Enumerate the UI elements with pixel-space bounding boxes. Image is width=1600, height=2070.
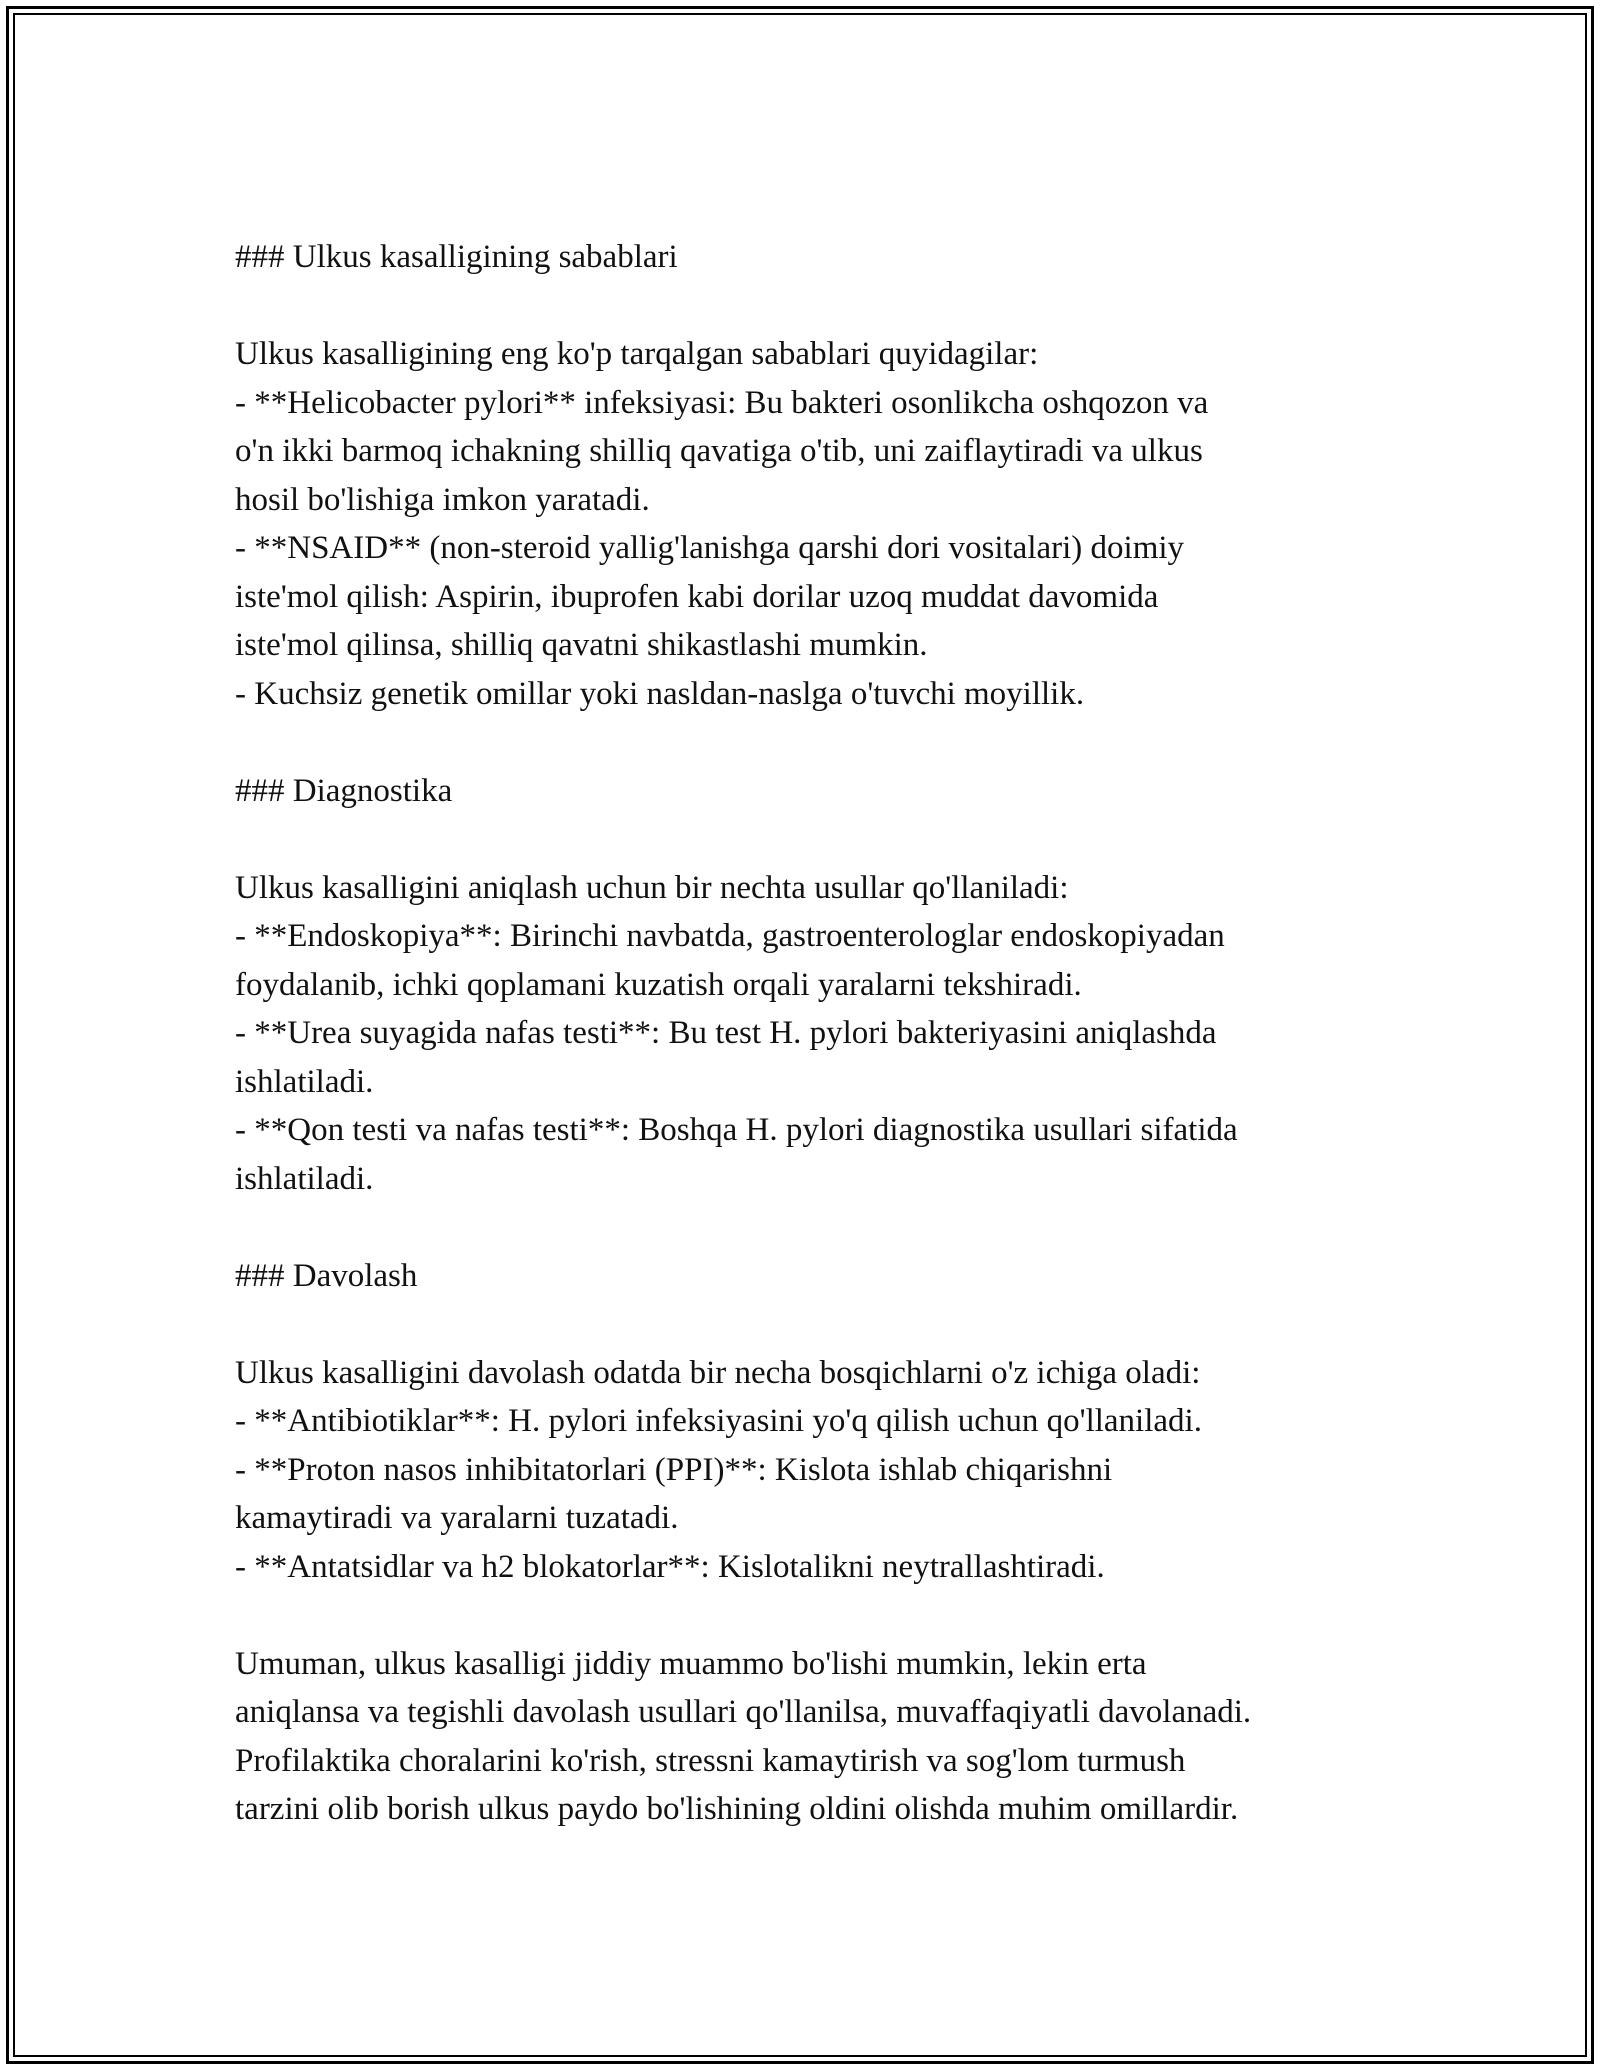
list-item-line: foydalanib, ichki qoplamani kuzatish orqali yaralarni tekshiradi.	[235, 966, 1082, 1003]
paragraph-line: Ulkus kasalligini aniqlash uchun bir nechta usullar qo'llaniladi:	[235, 869, 1069, 906]
section-heading: ### Davolash	[235, 1257, 418, 1294]
list-item-line: iste'mol qilinsa, shilliq qavatni shikastlashi mumkin.	[235, 627, 928, 663]
list-item-line: - **Helicobacter pylori** infeksiyasi: Bu bakteri osonlikcha oshqozon va	[235, 384, 1209, 421]
list-item-line: iste'mol qilish: Aspirin, ibuprofen kabi dorilar uzoq muddat davomida	[235, 578, 1159, 615]
blank-line	[235, 718, 1395, 767]
list-item-line: - **Antibiotiklar**: H. pylori infeksiyasini yo'q qilish uchun qo'llaniladi.	[235, 1403, 1202, 1439]
blank-line	[235, 1203, 1395, 1252]
list-item-line: ishlatiladi.	[235, 1063, 374, 1100]
list-item-line: ishlatiladi.	[235, 1160, 374, 1197]
paragraph-line: tarzini olib borish ulkus paydo bo'lishining oldini olishda muhim omillardir.	[235, 1791, 1239, 1827]
section-heading: ### Diagnostika	[235, 772, 453, 809]
blank-line	[235, 1591, 1395, 1640]
list-item-line: - **NSAID** (non-steroid yallig'lanishga qarshi dori vositalari) doimiy	[235, 530, 1185, 566]
blank-line	[235, 1300, 1395, 1349]
paragraph-line: Ulkus kasalligining eng ko'p tarqalgan sabablari quyidagilar:	[235, 336, 1039, 372]
paragraph-line: Profilaktika choralarini ko'rish, stressni kamaytirish va sog'lom turmush	[235, 1742, 1186, 1779]
list-item-line: hosil bo'lishiga imkon yaratadi.	[235, 481, 650, 518]
document-body	[235, 233, 1395, 1834]
list-item-line: - **Endoskopiya**: Birinchi navbatda, gastroenterologlar endoskopiyadan	[235, 918, 1225, 954]
list-item-line: o'n ikki barmoq ichakning shilliq qavatiga o'tib, uni zaiflaytiradi va ulkus	[235, 433, 1203, 469]
section-diagnostics	[235, 767, 1395, 1204]
paragraph-line: Ulkus kasalligini davolash odatda bir necha bosqichlarni o'z ichiga oladi:	[235, 1354, 1201, 1391]
list-item-line: - **Urea suyagida nafas testi**: Bu test H. pylori bakteriyasini aniqlashda	[235, 1015, 1217, 1051]
paragraph-line: aniqlansa va tegishli davolash usullari qo'llanilsa, muvaffaqiyatli davolanadi.	[235, 1694, 1252, 1730]
paragraph-line: Umuman, ulkus kasalligi jiddiy muammo bo'lishi mumkin, lekin erta	[235, 1645, 1147, 1682]
blank-line	[235, 282, 1395, 331]
section-causes	[235, 233, 1395, 718]
conclusion-paragraph	[235, 1640, 1395, 1834]
blank-line	[235, 815, 1395, 864]
section-treatment	[235, 1252, 1395, 1592]
section-heading: ### Ulkus kasalligining sabablari	[235, 239, 678, 275]
list-item-line: - **Antatsidlar va h2 blokatorlar**: Kislotalikni neytrallashtiradi.	[235, 1548, 1105, 1585]
list-item-line: - **Proton nasos inhibitatorlari (PPI)**: Kislota ishlab chiqarishni	[235, 1451, 1113, 1488]
list-item-line: kamaytiradi va yaralarni tuzatadi.	[235, 1500, 679, 1536]
list-item-line: - **Qon testi va nafas testi**: Boshqa H. pylori diagnostika usullari sifatida	[235, 1112, 1238, 1148]
list-item-line: - Kuchsiz genetik omillar yoki nasldan-naslga o'tuvchi moyillik.	[235, 675, 1085, 712]
